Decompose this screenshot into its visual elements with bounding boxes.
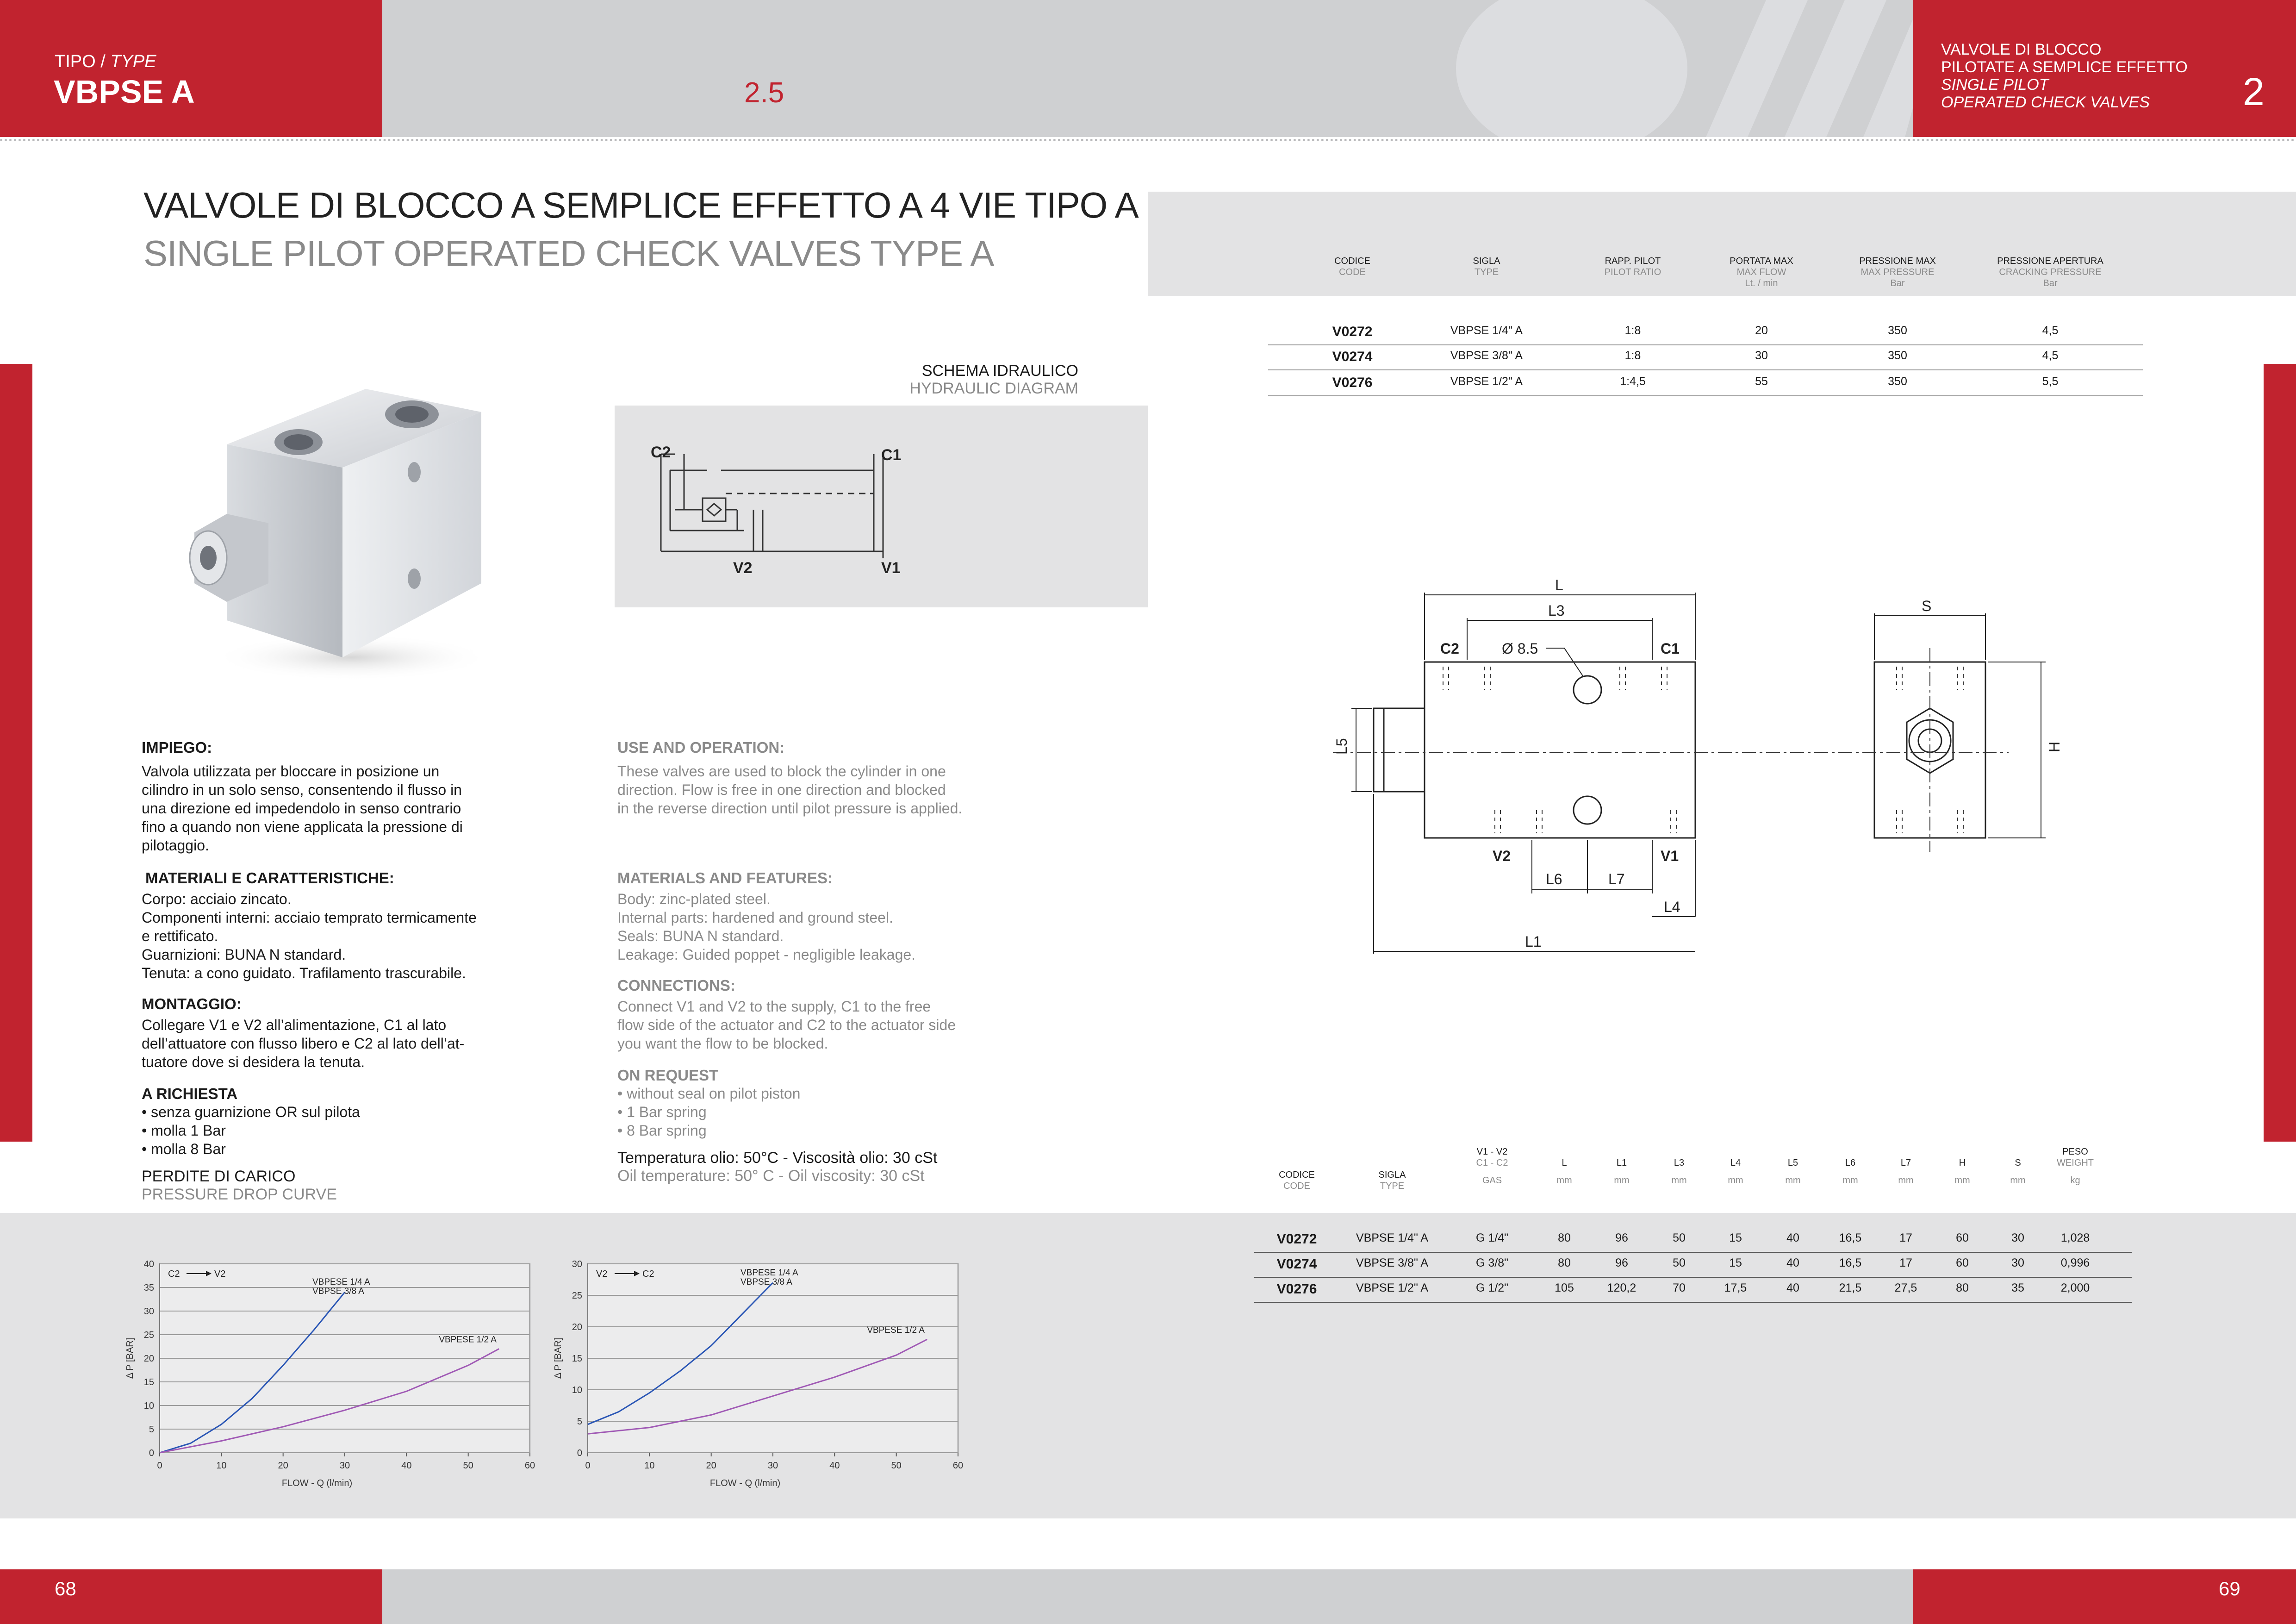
hydraulic-diagram-panel xyxy=(615,406,1148,607)
y-tick-label: 10 xyxy=(572,1385,582,1395)
list-item: • molla 8 Bar xyxy=(142,1141,226,1157)
spec-cell: 20 xyxy=(1755,324,1768,337)
page-number-left: 68 xyxy=(55,1578,76,1599)
spec-header-cell xyxy=(1278,256,1426,278)
schema-title-it: SCHEMA IDRAULICO xyxy=(921,362,1078,380)
dim-L1-label: L1 xyxy=(1525,933,1542,950)
dim-header-it: S xyxy=(2015,1158,2021,1168)
dim-cell: 50 xyxy=(1673,1256,1686,1269)
dim-cell: 60 xyxy=(1956,1256,1969,1269)
spec-cell: 350 xyxy=(1888,375,1907,388)
model-title: VBPSE A xyxy=(54,74,195,110)
dim-header-unit: mm xyxy=(1898,1175,1914,1186)
dim-cell: 50 xyxy=(1673,1231,1686,1244)
header-dotted-rule xyxy=(0,139,2296,141)
y-axis-label: Δ P [BAR] xyxy=(125,1337,135,1379)
impiego-title: IMPIEGO: xyxy=(142,739,212,756)
dim-header-it: L6 xyxy=(1845,1158,1856,1168)
spec-header-en: CRACKING PRESSURE xyxy=(1999,267,2102,277)
dim-header-unit: mm xyxy=(1842,1175,1858,1186)
flow-direction-to: C2 xyxy=(642,1269,654,1279)
dim-header-en: WEIGHT xyxy=(2057,1158,2094,1168)
dim-header-it: PESO xyxy=(2062,1147,2088,1157)
spec-header-it: CODICE xyxy=(1334,256,1370,266)
dim-header-it: L xyxy=(1562,1158,1567,1168)
dim-cell: 80 xyxy=(1558,1231,1571,1244)
spec-cell: 350 xyxy=(1888,324,1907,337)
page-title-en: SINGLE PILOT OPERATED CHECK VALVES TYPE A xyxy=(143,233,994,274)
schema-title-en: HYDRAULIC DIAGRAM xyxy=(909,380,1078,397)
dim-code-cell: V0272 xyxy=(1276,1231,1317,1247)
perdite-title: PERDITE DI CARICO xyxy=(142,1168,296,1185)
dim-header-unit: mm xyxy=(1556,1175,1572,1186)
x-tick-label: 50 xyxy=(891,1461,902,1471)
dim-cell: 2,000 xyxy=(2060,1281,2090,1294)
dim-cell: 120,2 xyxy=(1607,1281,1636,1294)
dim-L6-label: L6 xyxy=(1546,871,1562,887)
dim-header-unit: mm xyxy=(1614,1175,1630,1186)
dim-hole-label: Ø 8.5 xyxy=(1502,640,1538,657)
spec-cell: VBPSE 1/4" A xyxy=(1450,324,1523,337)
spec-header-cell xyxy=(1559,256,1707,278)
pressure-drop-chart-c2-v2 xyxy=(116,1250,555,1500)
dim-cell: G 1/4" xyxy=(1475,1231,1509,1244)
dim-header-unit: mm xyxy=(2010,1175,2026,1186)
dim-header-unit: mm xyxy=(1671,1175,1687,1186)
dim-cell: 80 xyxy=(1956,1281,1969,1294)
dim-code-cell: V0276 xyxy=(1276,1281,1317,1297)
dim-cell: 96 xyxy=(1615,1231,1628,1244)
oil-temp-it: Temperatura olio: 50°C - Viscosità olio: 30 cSt xyxy=(617,1149,938,1167)
dim-L5-label: L5 xyxy=(1333,738,1350,755)
x-tick-label: 0 xyxy=(585,1461,591,1471)
dim-header-it: L4 xyxy=(1730,1158,1741,1168)
spec-cell: 4,5 xyxy=(2042,349,2059,362)
materiali-title: MATERIALI E CARATTERISTICHE: xyxy=(145,869,394,887)
dim-cell: 40 xyxy=(1786,1281,1799,1294)
dim-cell: 17,5 xyxy=(1724,1281,1747,1294)
dim-cell: 17 xyxy=(1899,1256,1912,1269)
dim-cell: 27,5 xyxy=(1894,1281,1917,1294)
spec-header-it: PORTATA MAX xyxy=(1730,256,1793,266)
spec-header-en: TYPE xyxy=(1474,267,1499,277)
dim-port-c1: C1 xyxy=(1661,640,1680,657)
y-axis-label: Δ P [BAR] xyxy=(553,1337,563,1379)
dim-cell: 35 xyxy=(2011,1281,2024,1294)
flow-direction-from: C2 xyxy=(168,1269,180,1279)
dim-cell: 15 xyxy=(1729,1256,1742,1269)
dim-header-en: C1 - C2 xyxy=(1476,1158,1508,1168)
spec-header-it: SIGLA xyxy=(1473,256,1500,266)
dim-H-label: H xyxy=(2046,741,2063,752)
series-label: VBPSE 3/8 A xyxy=(740,1277,792,1287)
dim-header-it: L3 xyxy=(1674,1158,1685,1168)
flow-direction-to: V2 xyxy=(214,1269,226,1279)
dim-header-unit: GAS xyxy=(1482,1175,1502,1186)
list-item: • without seal on pilot piston xyxy=(617,1085,801,1102)
dim-port-c2: C2 xyxy=(1440,640,1459,657)
series-label: VBPESE 1/4 A xyxy=(312,1277,370,1287)
section-number: 2.5 xyxy=(744,77,784,109)
x-axis-label: FLOW - Q (l/min) xyxy=(281,1478,353,1488)
type-caption: TIPO / TYPE xyxy=(55,52,156,71)
series-label: VBPESE 1/2 A xyxy=(867,1325,925,1336)
y-tick-label: 20 xyxy=(572,1322,582,1332)
dim-cell: 96 xyxy=(1615,1256,1628,1269)
dim-cell: 80 xyxy=(1558,1256,1571,1269)
dim-header-it: L7 xyxy=(1900,1158,1911,1168)
dim-cell: G 1/2" xyxy=(1475,1281,1509,1294)
table-row-divider xyxy=(1254,1252,2132,1253)
dim-cell: 60 xyxy=(1956,1231,1969,1244)
table-row-divider xyxy=(1268,344,2143,345)
hydraulic-diagram xyxy=(615,406,1148,607)
x-tick-label: 10 xyxy=(644,1461,655,1471)
spec-cell: 5,5 xyxy=(2042,375,2059,388)
spec-cell: 55 xyxy=(1755,375,1768,388)
x-tick-label: 60 xyxy=(952,1461,964,1471)
spec-header-unit: Lt. / min xyxy=(1745,278,1778,288)
dim-cell: 0,996 xyxy=(2060,1256,2090,1269)
request-title: ON REQUEST xyxy=(617,1067,719,1084)
dim-header-it: L5 xyxy=(1787,1158,1798,1168)
richiesta-title: A RICHIESTA xyxy=(142,1085,238,1102)
spec-cell: 350 xyxy=(1888,349,1907,362)
header-band xyxy=(382,0,1913,137)
dim-L3-label: L3 xyxy=(1548,602,1565,619)
spec-header-cell xyxy=(1687,256,1836,289)
y-tick-label: 40 xyxy=(143,1259,154,1269)
dim-header-unit: kg xyxy=(2070,1175,2080,1186)
x-tick-label: 30 xyxy=(767,1461,778,1471)
x-tick-label: 20 xyxy=(278,1461,288,1471)
materials-title: MATERIALS AND FEATURES: xyxy=(617,869,833,887)
spec-cell: VBPSE 1/2" A xyxy=(1450,375,1523,388)
list-item: • molla 1 Bar xyxy=(142,1122,226,1139)
use-text: These valves are used to block the cylinder in one direction. Flow is free in one direction and blocked in the reverse direction until pilot pressure is applied. xyxy=(617,763,963,817)
footer-band xyxy=(382,1569,1913,1624)
spec-header-en: MAX FLOW xyxy=(1736,267,1786,277)
montaggio-title: MONTAGGIO: xyxy=(142,995,242,1012)
dim-header-en: CODE xyxy=(1283,1181,1310,1191)
dim-header-en: TYPE xyxy=(1380,1181,1405,1191)
dim-port-v1: V1 xyxy=(1661,848,1679,864)
dimension-drawing xyxy=(1314,574,2073,963)
y-tick-label: 30 xyxy=(143,1306,154,1317)
y-tick-label: 0 xyxy=(149,1448,154,1458)
page-number-right: 69 xyxy=(2219,1578,2240,1599)
left-edge-bar xyxy=(0,364,32,1142)
decorative-stripes xyxy=(382,0,1913,137)
y-tick-label: 15 xyxy=(572,1354,582,1364)
x-tick-label: 0 xyxy=(157,1461,162,1471)
spec-cell: 4,5 xyxy=(2042,324,2059,337)
connections-text: Connect V1 and V2 to the supply, C1 to the free flow side of the actuator and C2 to the actuator side you want the flow to be blocked. xyxy=(617,998,956,1052)
x-tick-label: 50 xyxy=(463,1461,473,1471)
use-title: USE AND OPERATION: xyxy=(617,739,785,756)
oil-temp-en: Oil temperature: 50° C - Oil viscosity: 30 cSt xyxy=(617,1167,925,1185)
spec-header-en: MAX PRESSURE xyxy=(1860,267,1935,277)
list-item: • senza guarnizione OR sul pilota xyxy=(142,1104,360,1120)
spec-header-it: RAPP. PILOT xyxy=(1605,256,1661,266)
dim-cell: 17 xyxy=(1899,1231,1912,1244)
montaggio-text: Collegare V1 e V2 all’alimentazione, C1 al lato dell’attuatore con flusso libero e C2 al lato dell’at- tuatore dove si desidera la tenuta. xyxy=(142,1017,465,1070)
connections-title: CONNECTIONS: xyxy=(617,977,735,994)
spec-header-cell xyxy=(1976,256,2124,289)
dim-cell: 21,5 xyxy=(1839,1281,1862,1294)
x-axis-label: FLOW - Q (l/min) xyxy=(709,1478,781,1488)
dim-cell: 70 xyxy=(1673,1281,1686,1294)
dim-header-unit: mm xyxy=(1728,1175,1743,1186)
spec-header-it: PRESSIONE MAX xyxy=(1859,256,1936,266)
dim-header-unit: mm xyxy=(1785,1175,1801,1186)
spec-header-it: PRESSIONE APERTURA xyxy=(1997,256,2103,266)
spec-cell: 1:4,5 xyxy=(1620,375,1646,388)
table-row-divider xyxy=(1254,1302,2132,1303)
y-tick-label: 30 xyxy=(572,1259,582,1269)
impiego-text: Valvola utilizzata per bloccare in posizione un cilindro in un solo senso, consentendo il flusso in una direzione ed impedendolo in senso contrario fino a quando non viene applicata la pressione di pilotaggio. xyxy=(142,763,463,854)
x-tick-label: 40 xyxy=(829,1461,840,1471)
text-en-column xyxy=(617,739,1034,1185)
dim-cell: VBPSE 1/4" A xyxy=(1356,1231,1429,1244)
spec-code-cell: V0274 xyxy=(1332,349,1373,364)
pressure-drop-title: PRESSURE DROP CURVE xyxy=(142,1186,337,1203)
list-item: • 8 Bar spring xyxy=(617,1122,707,1139)
schema-port-c1: C1 xyxy=(881,446,902,464)
x-tick-label: 40 xyxy=(401,1461,412,1471)
dim-S-label: S xyxy=(1922,598,1932,614)
dim-cell: 105 xyxy=(1555,1281,1574,1294)
pressure-drop-chart-v2-c2 xyxy=(544,1250,983,1500)
dim-header-it: SIGLA xyxy=(1378,1170,1406,1180)
materiali-text: Corpo: acciaio zincato. Componenti interni: acciaio temprato termicamente e rettificato. Guarnizioni: BUNA N standard. Tenuta: a cono guidato. Trafilamento trascurabile. xyxy=(142,891,477,981)
materials-text: Body: zinc-plated steel. Internal parts: hardened and ground steel. Seals: BUNA N standard. Leakage: Guided poppet - negligible leakage. xyxy=(617,891,916,963)
spec-header-unit: Bar xyxy=(1890,278,1905,288)
dim-L-label: L xyxy=(1555,577,1563,593)
spec-header-cell xyxy=(1412,256,1561,278)
series-label: VBPESE 1/2 A xyxy=(439,1335,497,1345)
series-label: VBPSE 3/8 A xyxy=(312,1287,364,1297)
table-row-divider xyxy=(1268,369,2143,370)
y-tick-label: 25 xyxy=(143,1330,154,1340)
dim-cell: VBPSE 1/2" A xyxy=(1356,1281,1429,1294)
spec-header-en: CODE xyxy=(1339,267,1366,277)
dim-cell: 16,5 xyxy=(1839,1256,1862,1269)
y-tick-label: 20 xyxy=(143,1354,154,1364)
right-edge-bar xyxy=(2264,364,2296,1142)
dim-cell: 30 xyxy=(2011,1256,2024,1269)
dim-header-it: CODICE xyxy=(1279,1170,1315,1180)
dim-header-it: V1 - V2 xyxy=(1476,1147,1508,1157)
page-title-it: VALVOLE DI BLOCCO A SEMPLICE EFFETTO A 4 VIE TIPO A xyxy=(143,185,1139,225)
dim-header-it: H xyxy=(1959,1158,1966,1168)
dim-port-v2: V2 xyxy=(1493,848,1511,864)
spec-cell: 1:8 xyxy=(1624,349,1641,362)
product-photo xyxy=(176,361,509,694)
x-tick-label: 30 xyxy=(339,1461,350,1471)
y-tick-label: 5 xyxy=(577,1417,582,1427)
spec-cell: 1:8 xyxy=(1624,324,1641,337)
dim-cell: 30 xyxy=(2011,1231,2024,1244)
category-title: VALVOLE DI BLOCCO PILOTATE A SEMPLICE EFFETTO SINGLE PILOT OPERATED CHECK VALVES xyxy=(1941,41,2188,111)
y-tick-label: 35 xyxy=(143,1283,154,1293)
richiesta-list xyxy=(142,1103,512,1158)
dim-header-unit: mm xyxy=(1954,1175,1970,1186)
dim-header-it: L1 xyxy=(1616,1158,1627,1168)
y-tick-label: 10 xyxy=(143,1401,154,1411)
x-tick-label: 60 xyxy=(524,1461,535,1471)
dim-cell: 15 xyxy=(1729,1231,1742,1244)
spec-header-unit: Bar xyxy=(2043,278,2058,288)
spec-code-cell: V0272 xyxy=(1332,324,1373,339)
chapter-number: 2 xyxy=(2243,70,2265,113)
dim-header-cell xyxy=(1346,1169,1438,1192)
y-tick-label: 25 xyxy=(572,1291,582,1301)
dim-cell: VBPSE 3/8" A xyxy=(1356,1256,1429,1269)
spec-code-cell: V0276 xyxy=(1332,375,1373,390)
list-item: • 1 Bar spring xyxy=(617,1104,707,1120)
spec-cell: 30 xyxy=(1755,349,1768,362)
table-row-divider xyxy=(1254,1277,2132,1278)
spec-header-en: PILOT RATIO xyxy=(1604,267,1661,277)
dim-cell: 40 xyxy=(1786,1256,1799,1269)
dim-cell: G 3/8" xyxy=(1475,1256,1509,1269)
y-tick-label: 15 xyxy=(143,1377,154,1387)
table-row-divider xyxy=(1268,395,2143,396)
y-tick-label: 0 xyxy=(577,1448,582,1458)
dim-header-cell xyxy=(2029,1146,2122,1186)
dim-header-cell xyxy=(1251,1169,1343,1192)
series-label: VBPESE 1/4 A xyxy=(740,1268,798,1278)
schema-port-v1: V1 xyxy=(881,559,901,577)
text-it-column xyxy=(142,739,512,1204)
spec-cell: VBPSE 3/8" A xyxy=(1450,349,1523,362)
flow-direction-from: V2 xyxy=(596,1269,608,1279)
dim-cell: 16,5 xyxy=(1839,1231,1862,1244)
y-tick-label: 5 xyxy=(149,1424,154,1435)
request-list xyxy=(617,1084,1034,1140)
dim-L4-label: L4 xyxy=(1664,899,1680,915)
dim-cell: 1,028 xyxy=(2060,1231,2090,1244)
x-tick-label: 10 xyxy=(216,1461,227,1471)
dim-L7-label: L7 xyxy=(1608,871,1625,887)
spec-header-cell xyxy=(1823,256,1972,289)
schema-port-c2: C2 xyxy=(651,443,671,461)
schema-port-v2: V2 xyxy=(733,559,753,577)
x-tick-label: 20 xyxy=(706,1461,716,1471)
dim-code-cell: V0274 xyxy=(1276,1256,1317,1272)
dim-cell: 40 xyxy=(1786,1231,1799,1244)
